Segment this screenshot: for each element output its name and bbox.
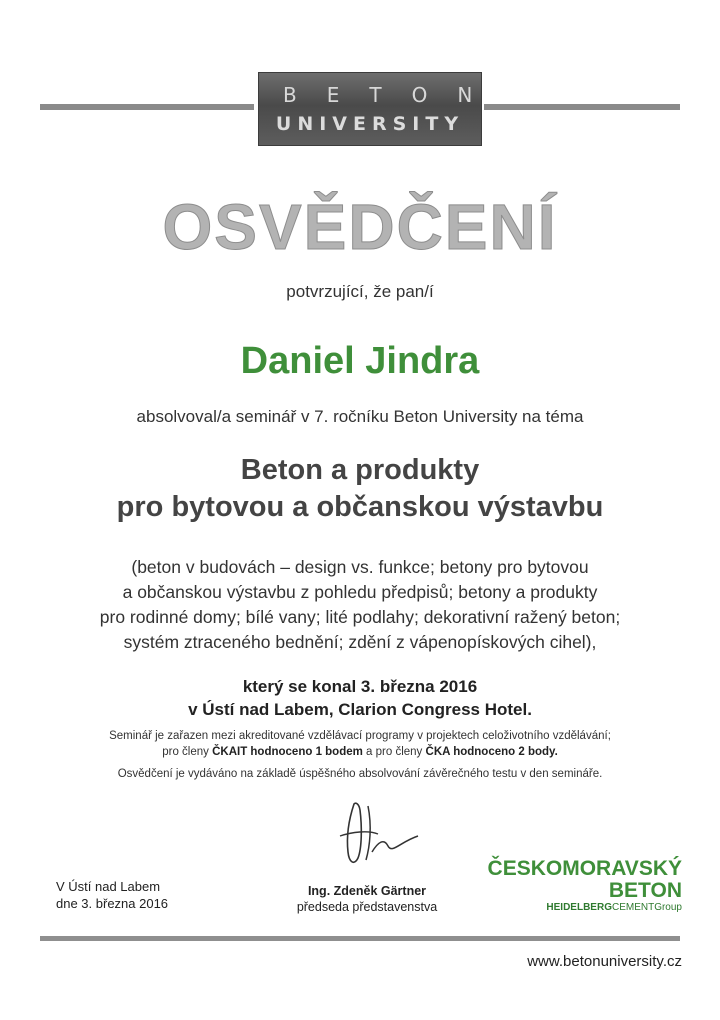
accreditation-mid: a pro členy [362, 746, 426, 758]
issued-note: Osvědčení je vydáváno na základě úspěšného absolvování závěrečného testu v den semináře. [117, 768, 603, 780]
issue-place: V Ústí nad Labem [56, 879, 161, 894]
sponsor-heidelberg: HEIDELBERG [546, 902, 612, 913]
footer-rule [40, 936, 680, 941]
issue-date: dne 3. března 2016 [56, 896, 169, 911]
website-link[interactable]: www.betonuniversity.cz [527, 953, 682, 970]
confirm-text: potvrzující, že pan/í [286, 282, 434, 301]
seminar-description [0, 555, 720, 655]
description-line-4: systém ztraceného bednění; zdění z vápenopískových cihel), [123, 632, 597, 652]
beton-university-logo [258, 72, 503, 146]
held-line-1: který se konal 3. března 2016 [242, 677, 478, 696]
logo-text-beton: BETON [283, 83, 503, 107]
header-rule-left [40, 104, 254, 110]
signer-name: Ing. Zdeněk Gärtner [307, 884, 427, 898]
recipient-name: Daniel Jindra [240, 340, 480, 382]
ckait-points: ČKAIT hodnoceno 1 bodem [212, 746, 363, 758]
certificate-title: OSVĚDČENÍ [162, 191, 558, 263]
sponsor-cement: CEMENT [611, 902, 655, 913]
sponsor-line-2: BETON [608, 879, 682, 902]
signer-block [282, 883, 452, 915]
sponsor-group: Group [654, 902, 682, 913]
topic-line-1: Beton a produkty [240, 454, 480, 486]
description-line-2: a občanskou výstavbu z pohledu předpisů; betony a produkty [122, 582, 598, 602]
accreditation-note [0, 728, 720, 760]
completed-text: absolvoval/a seminář v 7. ročníku Beton University na téma [136, 407, 584, 426]
topic-line-2: pro bytovou a občanskou výstavbu [116, 491, 604, 523]
signature-image [332, 796, 422, 876]
held-line-2: v Ústí nad Labem, Clarion Congress Hotel. [188, 700, 532, 719]
logo-text-university: UNIVERSITY [275, 113, 465, 135]
accreditation-prefix: pro členy [162, 746, 213, 758]
ceskomoravsky-beton-logo [488, 858, 682, 914]
issue-place-date [56, 878, 168, 912]
accreditation-line-1: Seminář je zařazen mezi akreditované vzdělávací programy v projektech celoživotního vzdělávání; [109, 730, 611, 742]
sponsor-line-3 [488, 902, 682, 914]
accreditation-line-2 [0, 744, 720, 760]
description-line-1: (beton v budovách – design vs. funkce; betony pro bytovou [131, 557, 589, 577]
cka-points: ČKA hodnoceno 2 body. [425, 746, 558, 758]
header-rule-right [484, 104, 680, 110]
signer-role: předseda představenstva [296, 900, 438, 914]
sponsor-line-1: ČESKOMORAVSKÝ [487, 857, 682, 880]
seminar-topic [0, 452, 720, 526]
seminar-date-place [0, 675, 720, 721]
description-line-3: pro rodinné domy; bílé vany; lité podlahy; dekorativní ražený beton; [99, 607, 621, 627]
